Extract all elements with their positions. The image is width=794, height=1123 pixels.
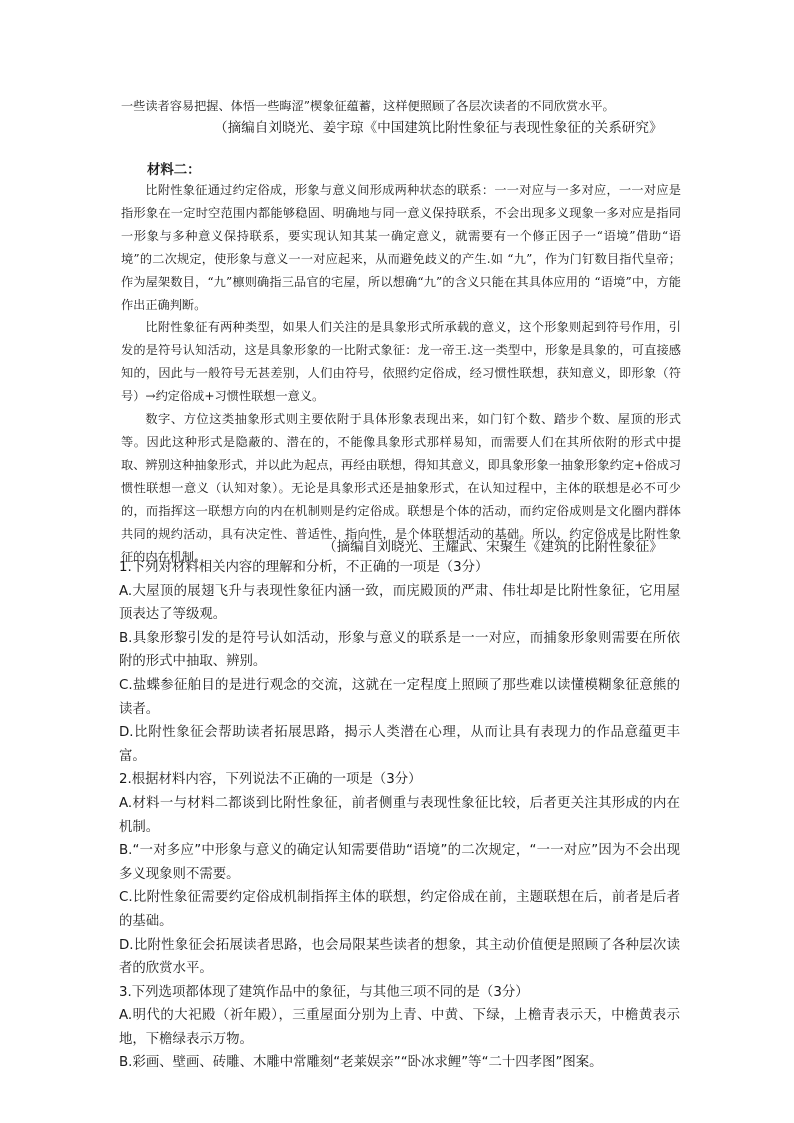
questions-section	[119, 556, 680, 1075]
option-a: A.大屋顶的展翅飞升与表现性象征内涵一致，而庑殿顶的严肃、伟壮却是比附性象征，它用屋顶表达了等级观。	[119, 583, 680, 623]
material-2-title: 材料二：	[147, 163, 201, 178]
material-2-paragraph: 比附性象征有两种类型，如果人们关注的是具象形式所承载的意义，这个形象则起到符号作用，引发的是符号认知活动，这是具象形象的一比附式象征：龙一帝王.这一类型中，形象是具象的，可直接感知的，因此与一般符号无甚差别，人们由符号，依照约定俗成，经习惯性联想，获知意义，即形象（符号）→约定俗成+习惯性联想一意义。	[121, 320, 681, 404]
question-3	[119, 981, 680, 1075]
option-b: B.彩画、壁画、砖雕、木雕中常雕刻“老莱娱亲”“卧冰求鲤”等“二十四孝图”图案。	[119, 1055, 603, 1071]
material-2-paragraph: 数字、方位这类抽象形式则主要依附于具体形象表现出来，如门钉个数、踏步个数、屋顶的形式等。因此这种形式是隐蔽的、潜在的，不能像具象形式那样易知，而需要人们在其所依附的形式中提取、辨别这种抽象形式，并以此为起点，再经由联想，得知其意义，即具象形象一抽象形象约定+俗成习惯性联想一意义（认知对象）。无论是具象形式还是抽象形式，在认知过程中，主体的联想是必不可少的，而指挥这一联想方向的内在机制则是约定俗成。联想是个体的活动，而约定俗成则是文化圈内群体共同的规约活动，具有决定性、普适性、指向性，是个体联想活动的基础。所以，约定俗成是比附性象征的内在机制。	[121, 412, 681, 564]
option-b: B.“一对多应”中形象与意义的确定认知需要借助“语境”的二次规定，“一一对应”因为不会出现多义现象则不需要。	[119, 843, 680, 882]
question-stem: 1.下列对材料相关内容的理解和分析，不正确的一项是（3分）	[119, 560, 489, 575]
citation-material-2: （摘编自刘晓光、王耀武、宋聚生《建筑的比附性象征》	[323, 539, 663, 555]
material-1-tail: 一些读者容易把握、体悟一些晦涩”楔象征蕴蓄，这样便照顾了各层次读者的不同欣赏水平。	[121, 99, 615, 113]
option-d: D.比附性象征会帮助读者拓展思路，揭示人类潜在心理，从而让具有表现力的作品意蕴更丰富。	[119, 725, 680, 764]
option-a: A.明代的大祀殿（祈年殿），三重屋面分别为上青、中黄、下绿，上檐青表示天，中檐黄表示地，下檐绿表示万物。	[119, 1008, 680, 1047]
question-2	[119, 768, 680, 980]
option-c: C.盐蝶参征舶目的是进行观念的交流，这就在一定程度上照顾了那些难以读懂模糊象征意熊的读者。	[119, 677, 680, 717]
material-2-body	[121, 179, 681, 568]
material-2-paragraph: 比附性象征通过约定俗成，形象与意义间形成两种状态的联系：一一对应与一多对应，一一对应是指形象在一定时空范围内都能够稳固、明确地与同一意义保持联系，不会出现多义现象一多对应是指同一形象与多种意义保持联系，要实现认知其某一确定意义，就需要有一个修正因子一“语境”借助“语境”的二次规定，使形象与意义一一对应起来，从而避免歧义的产生.如 “九”，作为门钉数目指代皇帝；作为屋架数目，“九”檩则确指三品官的宅屋，所以想确“九”的含义只能在其具体应用的 “语境”中，方能作出正确判断。	[121, 183, 681, 312]
option-c: C.比附性象征需要约定俗成机制指挥主体的联想，约定俗成在前，主题联想在后，前者是后者的基础。	[119, 890, 680, 929]
option-d: D.比附性象征会拓展读者思路，也会局限某些读者的想象，其主动价值便是照顾了各种层次读者的欣赏水平。	[119, 937, 680, 977]
question-1	[119, 556, 680, 768]
question-stem: 3.下列选项都体现了建筑作品中的象征，与其他三项不同的是（3分）	[119, 984, 529, 1000]
option-b: B.具象形黎引发的是符号认如活动，形象与意义的联系是一一对应，而捕象形象则需要在所依附的形式中抽取、辨别。	[119, 630, 680, 670]
question-stem: 2.根据材料内容，下列说法不正确的一项是（3分）	[119, 772, 422, 788]
citation-material-1: （摘编自刘晓光、姜宇琼《中国建筑比附性象征与表现性象征的关系研究》	[214, 120, 663, 136]
option-a: A.材料一与材料二都谈到比附性象征，前者侧重与表现性象征比较，后者更关注其形成的内在机制。	[119, 795, 680, 835]
